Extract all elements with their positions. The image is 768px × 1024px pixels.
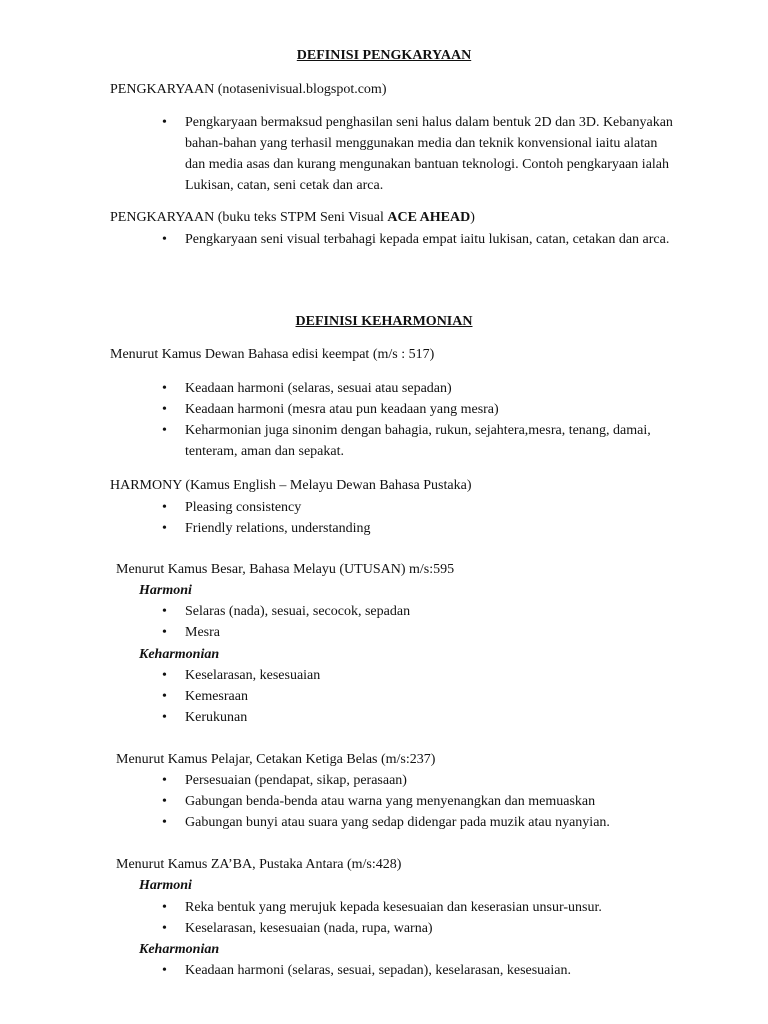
list-item: • Mesra xyxy=(160,622,680,643)
list-item: • Pengkaryaan bermaksud penghasilan seni halus dalam bentuk 2D dan 3D. Kebanyakan bahan-bahan yang terhasil menggunakan media dan teknik konvensional iaitu alatan dan media asas dan kurang mengunakan bantuan teknologi. Contoh pengkaryaan ialah Lukisan, catan, seni cetak dan arca. xyxy=(160,112,680,196)
list-item: • Keselarasan, kesesuaian xyxy=(160,665,680,686)
source-2-bold: ACE AHEAD xyxy=(387,210,471,225)
list-item: • Friendly relations, understanding xyxy=(160,518,680,539)
list-item: • Keadaan harmoni (selaras, sesuai atau sepadan) xyxy=(160,378,680,399)
dbp-source: Menurut Kamus Dewan Bahasa edisi keempat (m/s : 517) xyxy=(110,347,435,362)
list-item: • Kemesraan xyxy=(160,686,680,707)
utusan-keharmonian-list xyxy=(160,665,680,728)
english-source: HARMONY (Kamus English – Melayu Dewan Bahasa Pustaka) xyxy=(110,478,472,493)
zaba-keharmonian-label: Keharmonian xyxy=(139,942,220,957)
list-item: • Pleasing consistency xyxy=(160,497,680,518)
list-item: • Persesuaian (pendapat, sikap, perasaan) xyxy=(160,770,680,791)
pengkaryaan-heading: DEFINISI PENGKARYAAN xyxy=(296,48,472,63)
pengkaryaan-source-1: PENGKARYAAN (notasenivisual.blogspot.com) xyxy=(110,82,387,97)
zaba-harmoni-label: Harmoni xyxy=(139,878,192,893)
keharmonian-heading: DEFINISI KEHARMONIAN xyxy=(295,314,473,329)
utusan-source: Menurut Kamus Besar, Bahasa Melayu (UTUSAN) m/s:595 xyxy=(116,562,455,577)
pelajar-source: Menurut Kamus Pelajar, Cetakan Ketiga Belas (m/s:237) xyxy=(116,752,436,767)
list-item: • Keadaan harmoni (mesra atau pun keadaan yang mesra) xyxy=(160,399,680,420)
utusan-keharmonian-label: Keharmonian xyxy=(139,647,220,662)
pengkaryaan-source-1-list xyxy=(160,112,680,196)
dbp-list xyxy=(160,378,680,462)
list-item: • Keselarasan, kesesuaian (nada, rupa, warna) xyxy=(160,918,680,939)
list-item: • Keharmonian juga sinonim dengan bahagia, rukun, sejahtera,mesra, tenang, damai, tenteram, aman dan sepakat. xyxy=(160,420,680,462)
utusan-harmoni-label: Harmoni xyxy=(139,583,192,598)
list-item: • Reka bentuk yang merujuk kepada kesesuaian dan keserasian unsur-unsur. xyxy=(160,897,680,918)
zaba-source: Menurut Kamus ZA’BA, Pustaka Antara (m/s:428) xyxy=(116,857,402,872)
list-item: • Pengkaryaan seni visual terbahagi kepada empat iaitu lukisan, catan, cetakan dan arca. xyxy=(160,229,680,250)
utusan-harmoni-list xyxy=(160,601,680,643)
source-2-prefix: PENGKARYAAN (buku teks STPM Seni Visual xyxy=(110,210,388,225)
pengkaryaan-source-2 xyxy=(110,207,475,228)
english-list xyxy=(160,497,680,539)
list-item: • Kerukunan xyxy=(160,707,680,728)
list-item: • Keadaan harmoni (selaras, sesuai, sepadan), keselarasan, kesesuaian. xyxy=(160,960,680,981)
zaba-keharmonian-list xyxy=(160,960,680,981)
source-2-suffix: ) xyxy=(470,210,475,225)
list-item: • Gabungan bunyi atau suara yang sedap didengar pada muzik atau nyanyian. xyxy=(160,812,680,833)
zaba-harmoni-list xyxy=(160,897,680,939)
list-item: • Selaras (nada), sesuai, secocok, sepadan xyxy=(160,601,680,622)
pelajar-list xyxy=(160,770,680,833)
list-item: • Gabungan benda-benda atau warna yang menyenangkan dan memuaskan xyxy=(160,791,680,812)
pengkaryaan-source-2-list xyxy=(160,229,680,250)
